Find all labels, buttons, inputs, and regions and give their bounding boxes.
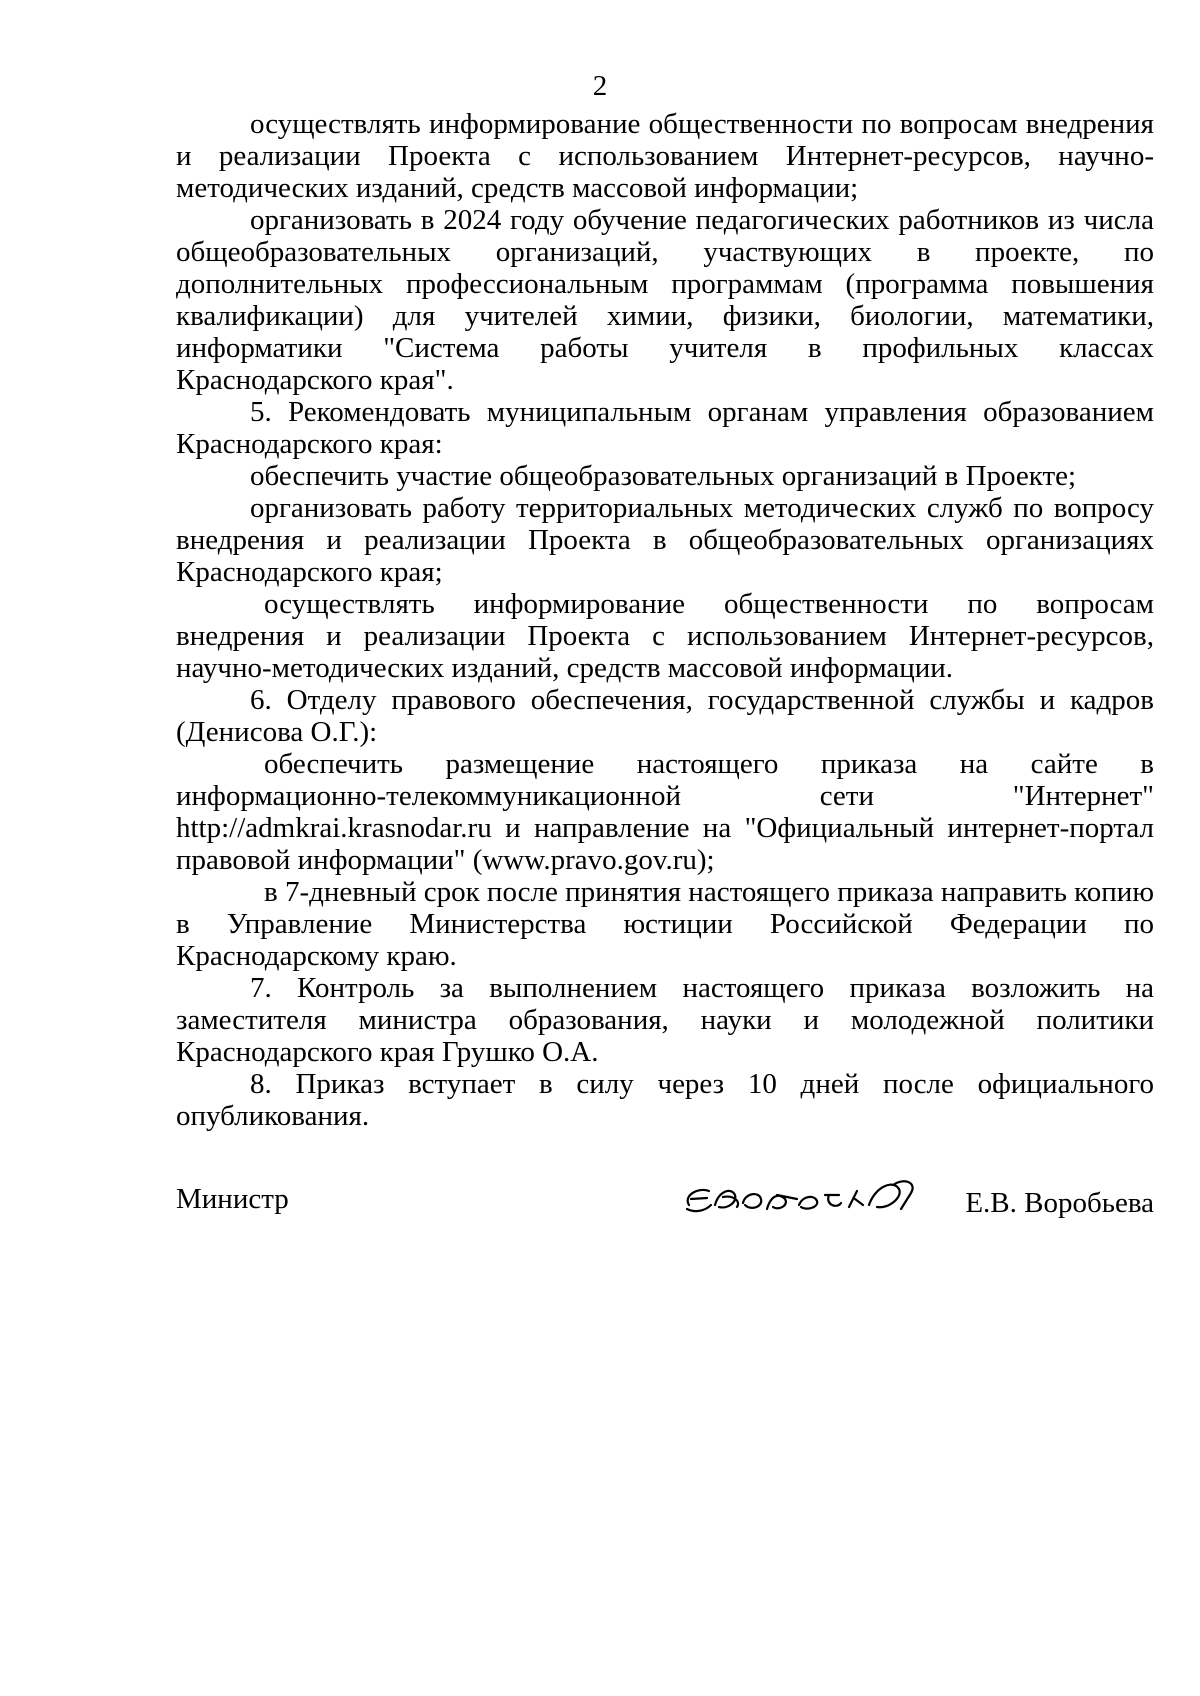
paragraph: 7. Контроль за выполнением настоящего приказа возложить на заместителя министра образования, науки и молодежной политики Краснодарского края Грушко О.А. xyxy=(176,972,1154,1068)
paragraph: организовать работу территориальных методических служб по вопросу внедрения и реализации Проекта в общеобразовательных организациях Краснодарского края; xyxy=(176,492,1154,588)
paragraph: осуществлять информирование общественности по вопросам внедрения и реализации Проекта с использованием Интернет-ресурсов, научно-методических изданий, средств массовой информации. xyxy=(176,588,1154,684)
paragraph: 8. Приказ вступает в силу через 10 дней после официального опубликования. xyxy=(176,1068,1154,1132)
paragraph: 6. Отделу правового обеспечения, государственной службы и кадров (Денисова О.Г.): xyxy=(176,684,1154,748)
page-number: 2 xyxy=(592,70,608,102)
paragraph: в 7-дневный срок после принятия настоящего приказа направить копию в Управление Министерства юстиции Российской Федерации по Краснодарскому краю. xyxy=(176,876,1154,972)
paragraph: обеспечить участие общеобразовательных организаций в Проекте; xyxy=(250,460,1077,492)
document-body xyxy=(176,108,1154,1132)
paragraph: обеспечить размещение настоящего приказа на сайте в информационно-телекоммуникационной сети "Интернет" http://admkrai.krasnodar.ru и направление на "Официальный интернет-портал правовой информации" (www.pravo.gov.ru); xyxy=(176,748,1154,876)
signatory-name: Е.В. Воробьева xyxy=(965,1187,1154,1219)
paragraph: организовать в 2024 году обучение педагогических работников из числа общеобразовательных организаций, участвующих в проекте, по дополнительных профессиональным программам (программа повышения квалификации) для учителей химии, физики, биологии, математики, информатики "Система работы учителя в профильных классах Краснодарского края". xyxy=(176,204,1154,396)
signature-block xyxy=(176,1165,1154,1225)
signatory-title: Министр xyxy=(176,1183,289,1215)
handwritten-signature xyxy=(679,1165,941,1225)
paragraph: 5. Рекомендовать муниципальным органам управления образованием Краснодарского края: xyxy=(176,396,1154,460)
paragraph: осуществлять информирование общественности по вопросам внедрения и реализации Проекта с использованием Интернет-ресурсов, научно-методических изданий, средств массовой информации; xyxy=(176,108,1154,204)
